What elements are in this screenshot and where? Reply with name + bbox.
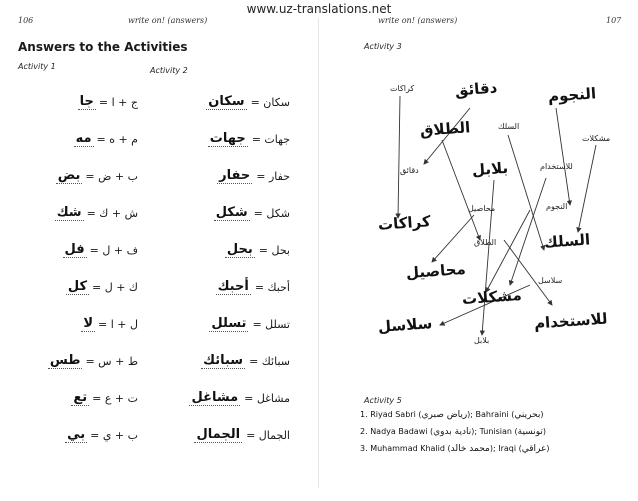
activity2-row (150, 131, 290, 147)
activity2-question: شكل = (253, 206, 290, 220)
activity1-answer: مه (75, 130, 92, 146)
activity1-row (20, 168, 138, 184)
running-head-left: write on! (answers) (128, 16, 208, 25)
activity1-question: ش + ك = (86, 206, 138, 220)
activity2-row (150, 353, 290, 369)
a5-num: 3. (360, 444, 368, 453)
a5-nationality-ar: تونسية (517, 427, 543, 437)
activity2-answer: تسلل (211, 315, 247, 331)
activity1-answer: طس (49, 352, 81, 368)
activity2-answer: سكان (208, 93, 245, 109)
activity2-question: سبائك = (249, 354, 290, 368)
activity2-question: الجمال = (246, 428, 290, 442)
book-spine (318, 18, 319, 488)
activity1-question: ج + ا = (98, 95, 138, 109)
activity1-row (20, 390, 138, 406)
word-balabil-hand: بلابل (471, 158, 509, 180)
activity1-row (20, 131, 138, 147)
a5-nationality: Tunisian (479, 427, 512, 436)
a5-nationality: Bahraini (475, 410, 509, 419)
activity1-row (20, 279, 138, 295)
activity1-answer: بض (57, 167, 81, 183)
activity2-row (150, 205, 290, 221)
arrow-talaq (442, 140, 480, 240)
activity1-answer: كل (67, 278, 88, 294)
word-daqaiq-hand: دقائق (454, 78, 498, 100)
activity2-answer: شكل (215, 204, 248, 220)
activity2-answer: أحبك (217, 278, 249, 294)
activity2-question: مشاغل = (244, 391, 290, 405)
activity1-answer: بي (67, 426, 86, 442)
activity1-question: ط + س = (85, 354, 138, 368)
activity2-question: تسلل = (252, 317, 290, 331)
activity2-question: أحبك = (254, 280, 290, 294)
a5-name: Riyad Sabri (370, 410, 416, 419)
word-mahasil-print: محاصيل (468, 204, 496, 213)
a5-name-ar: محمد خالد (450, 444, 490, 454)
activity2-question: حفار = (256, 169, 290, 183)
activity1-answer: لا (83, 315, 94, 331)
word-nujum-print: النجوم (546, 202, 568, 211)
page-number-right: 107 (606, 16, 622, 25)
word-karakat-hand: كراكات (377, 212, 432, 234)
activity1-row (20, 353, 138, 369)
activity2-question: جهات = (251, 132, 290, 146)
a5-nationality-ar: عراقي (521, 444, 547, 454)
arrow-nujum (556, 108, 570, 205)
a5-name: Muhammad Khalid (370, 444, 445, 453)
activity1-row (20, 316, 138, 332)
activity2-question: بحل = (258, 243, 290, 257)
a5-nationality-ar: بحريني (514, 410, 541, 420)
activity1-row (20, 205, 138, 221)
activity2-row (150, 168, 290, 184)
activity2-row (150, 94, 290, 110)
arrow-istikhdam (510, 178, 546, 285)
activity5-label: Activity 5 (364, 396, 402, 405)
word-mahasil-hand: محاصيل (405, 259, 467, 283)
activity1-question: ف + ل = (89, 243, 138, 257)
activity5-item: 2. Nadya Badawi (نادية بدوي); Tunisian (تونسية) (360, 427, 547, 437)
word-silk-hand: السلك (543, 230, 591, 252)
activity1-answer: جا (79, 93, 94, 109)
activity2-row (150, 427, 290, 443)
activity1-answer: فل (64, 241, 85, 257)
activity2-row (150, 279, 290, 295)
arrow-mahasil (432, 215, 474, 262)
arrow-silk (508, 135, 544, 250)
activity1-question: ل + ا = (98, 317, 138, 331)
activity2-question: سكان = (250, 95, 290, 109)
word-balabil-print: بلابل (474, 336, 490, 345)
activity1-row (20, 427, 138, 443)
activity2-answer: سبائك (203, 352, 244, 368)
word-istikhdam-hand: للاستخدام (533, 309, 609, 333)
a5-num: 2. (360, 427, 368, 436)
activity2-answer: مشاغل (191, 389, 239, 405)
word-salasil-print: سلاسل (538, 276, 563, 285)
activity2-answer: بحل (226, 241, 253, 257)
activity2-row (150, 242, 290, 258)
activity2-row (150, 390, 290, 406)
activity2-answer: جهات (209, 130, 246, 146)
a5-num: 1. (360, 410, 368, 419)
a5-name-ar: رياض صبري (421, 410, 468, 420)
word-nujum-hand: النجوم (547, 84, 597, 106)
activity2-row (150, 316, 290, 332)
activity1-label: Activity 1 (18, 62, 56, 71)
activity5-item: 3. Muhammad Khalid (محمد خالد); Iraqi (عراقي) (360, 444, 550, 454)
arrow-karakat (398, 96, 400, 218)
activity2-answer: الجمال (196, 426, 241, 442)
activity1-answer: شك (56, 204, 82, 220)
watermark: www.uz-translations.net (246, 2, 392, 16)
activity1-question: ت + ع = (92, 391, 138, 405)
answers-title: Answers to the Activities (18, 40, 188, 54)
activity2-label: Activity 2 (150, 66, 188, 75)
word-daqaiq-print: دقائق (400, 166, 419, 175)
activity1-question: ب + ض = (85, 169, 138, 183)
a5-nationality: Iraqi (498, 444, 517, 453)
page-number-left: 106 (18, 16, 34, 25)
a5-name-ar: نادية بدوي (433, 427, 472, 437)
word-istikhdam-print: للاستخدام (540, 162, 573, 171)
a5-name: Nadya Badawi (370, 427, 428, 436)
running-head-right: write on! (answers) (378, 16, 458, 25)
activity1-row (20, 94, 138, 110)
word-talaq-print: الطلاق (474, 238, 497, 247)
word-karakat-print: كراكات (390, 84, 415, 93)
activity1-answer: تع (73, 389, 88, 405)
activity1-row (20, 242, 138, 258)
word-salasil-hand: سلاسل (377, 314, 433, 336)
word-mushkilat-print: مشكلات (582, 134, 611, 143)
arrow-nujum-print (486, 210, 530, 292)
activity1-question: ب + ي = (90, 428, 138, 442)
arrow-mushkilat (578, 145, 596, 232)
activity3-label: Activity 3 (364, 42, 402, 51)
word-talaq-hand: الطلاق (419, 118, 471, 140)
right-page (320, 0, 638, 501)
activity1-question: ك + ل = (92, 280, 138, 294)
activity1-question: م + ه = (96, 132, 138, 146)
word-silk-print: السلك (498, 122, 520, 131)
left-page (0, 0, 318, 501)
word-mushkilat-hand: مشكلات (461, 285, 523, 309)
activity2-answer: حفار (219, 167, 251, 183)
activity5-item: 1. Riyad Sabri (رياض صبري); Bahraini (بحريني) (360, 410, 544, 420)
